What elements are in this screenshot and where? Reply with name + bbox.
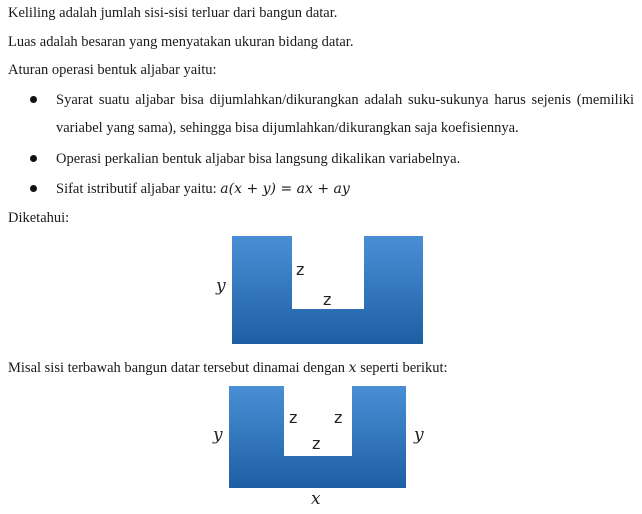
- bullet-text: Syarat suatu aljabar bisa dijumlahkan/dikurangkan adalah suku-sukunya harus sejenis (memiliki variabel yang sama), sehingga bisa dijumlahkan/dikurangkan saja koefisiennya.: [56, 92, 634, 136]
- paragraph-aturan: Aturan operasi bentuk aljabar yaitu:: [8, 62, 217, 78]
- bullet-text: Operasi perkalian bentuk aljabar bisa langsung dikalikan variabelnya.: [56, 151, 461, 167]
- figure1-label-z-side: z: [296, 260, 305, 279]
- misal-var-x: x: [348, 360, 357, 376]
- paragraph-misal: [8, 359, 448, 377]
- figure2-label-z-right: z: [334, 408, 343, 427]
- figure2-label-y-right: y: [414, 425, 424, 445]
- misal-text-before: Misal sisi terbawah bangun datar tersebut dinamai dengan: [8, 360, 349, 376]
- figure1-label-z-bottom: z: [323, 290, 332, 309]
- bullet-text: Sifat istributif aljabar yaitu:: [56, 181, 221, 197]
- paragraph-keliling: Keliling adalah jumlah sisi-sisi terluar dari bangun datar.: [8, 5, 338, 21]
- figure1-label-y: y: [216, 276, 226, 296]
- paragraph-luas: Luas adalah besaran yang menyatakan ukuran bidang datar.: [8, 34, 354, 50]
- figure2-label-z-left: z: [289, 408, 298, 427]
- paragraph-diketahui: Diketahui:: [8, 210, 70, 226]
- figure2-label-z-bottom: z: [312, 434, 321, 453]
- misal-text-after: seperti berikut:: [356, 360, 448, 376]
- figure2-label-x: x: [311, 489, 321, 509]
- figure2-label-y-left: y: [213, 425, 223, 445]
- distributive-formula: a(x + y) = ax + ay: [220, 181, 350, 197]
